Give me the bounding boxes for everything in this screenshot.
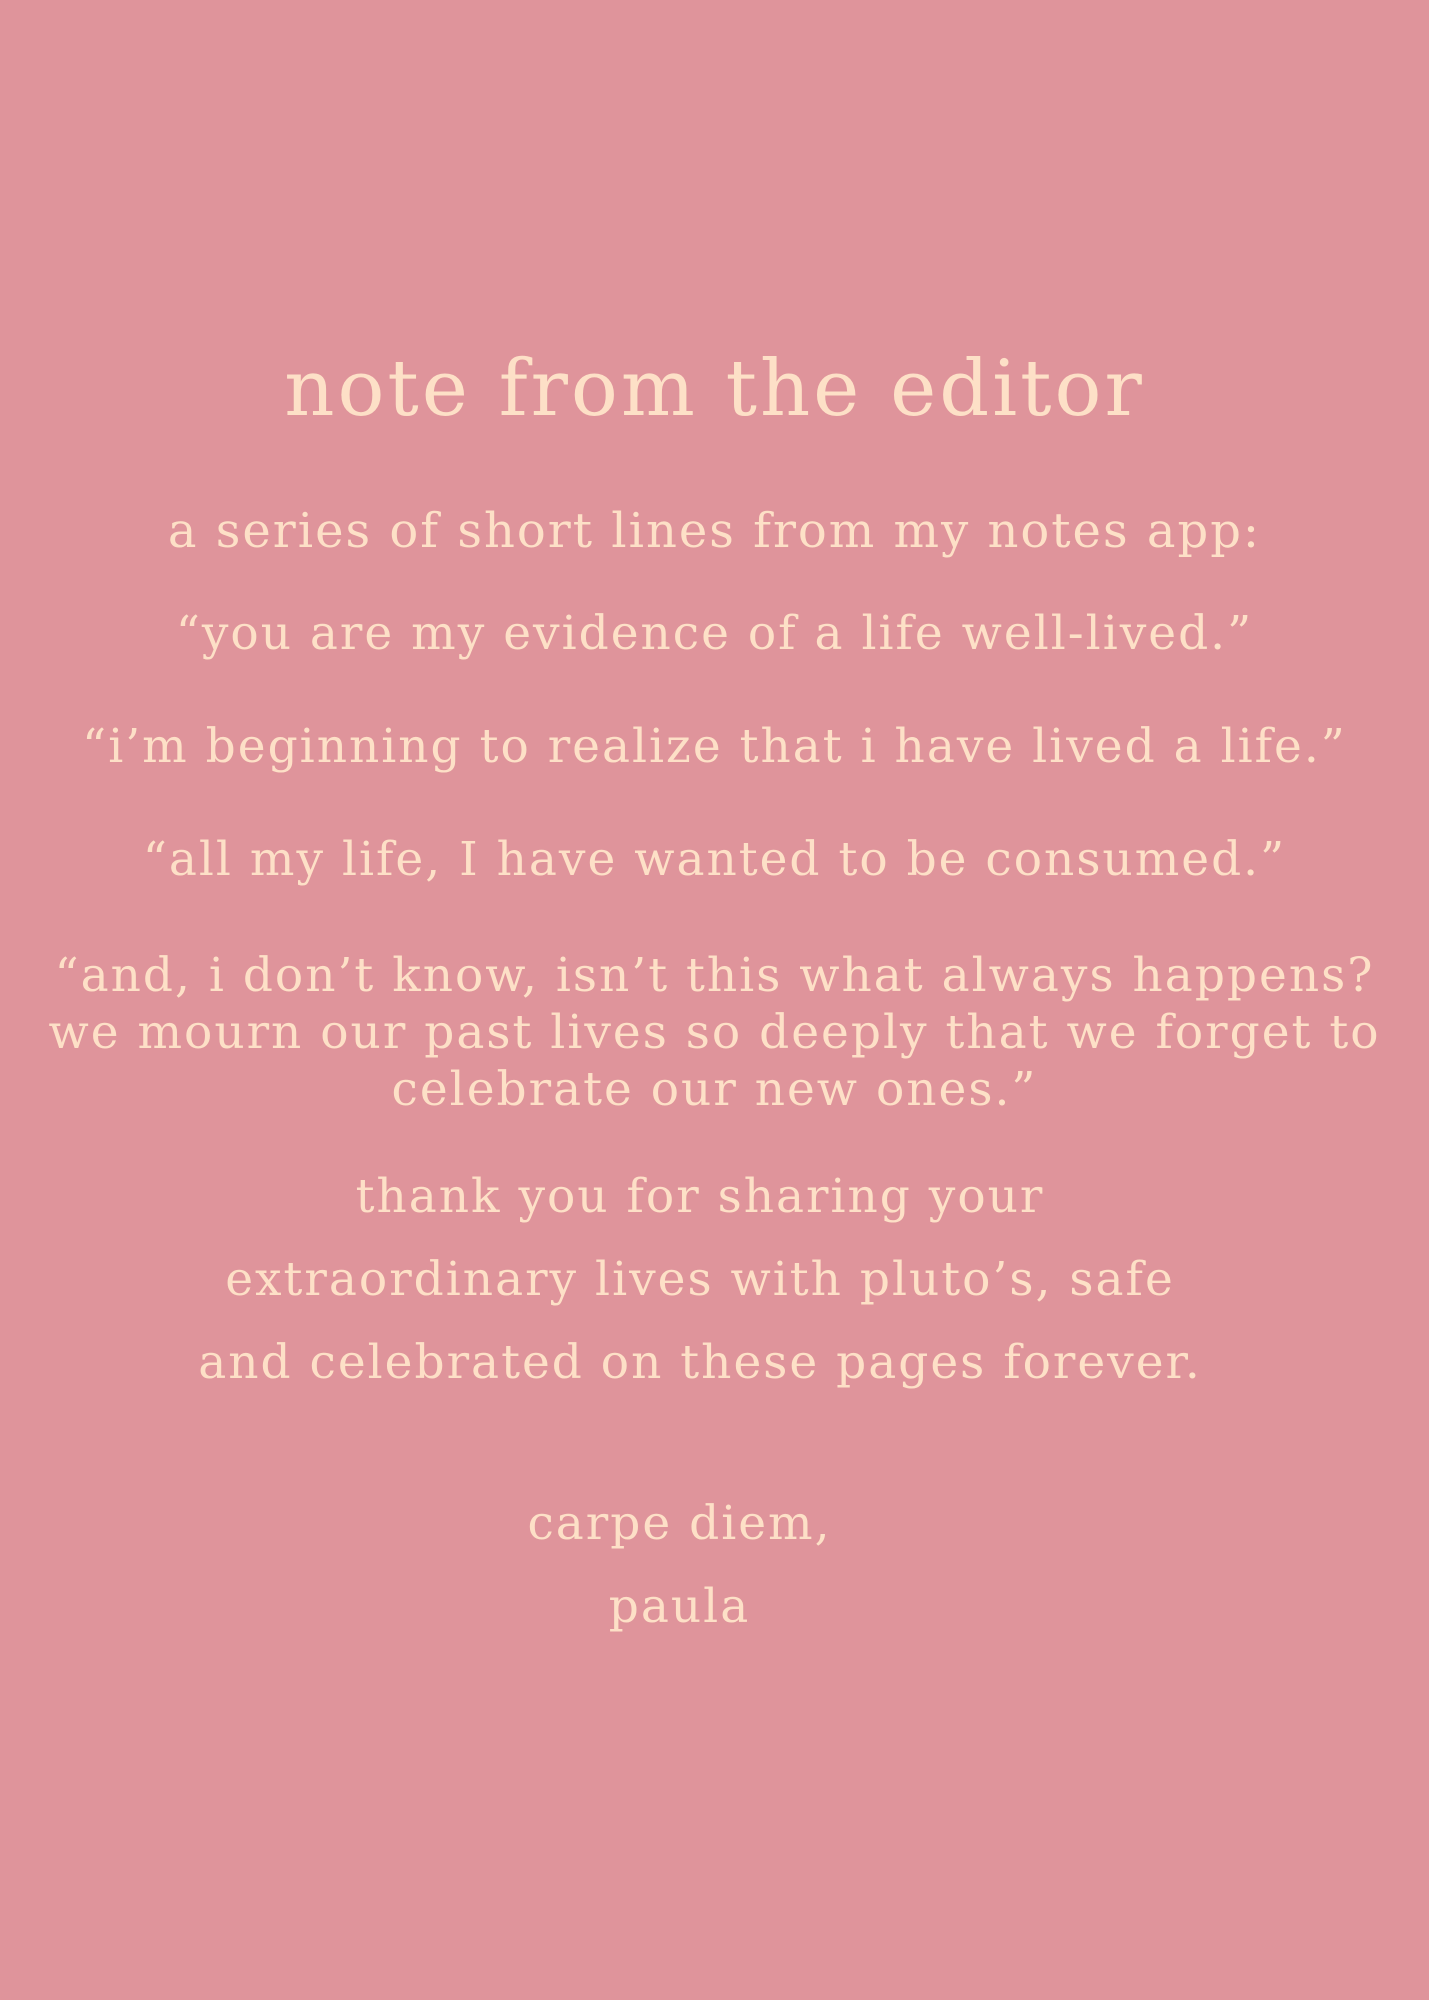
quote-4: “and, i don’t know, isn’t this what always happens? we mourn our past lives so deeply that we forget to celebrate our new ones.” [48, 948, 1381, 1117]
page-title: note from the editor [284, 344, 1145, 434]
quote-2: “i’m beginning to realize that i have lived a life.” [82, 719, 1347, 774]
intro-line: a series of short lines from my notes app: [167, 503, 1262, 559]
thank-you-paragraph: thank you for sharing your extraordinary lives with pluto’s, safe and celebrated on these pages forever. [198, 1169, 1202, 1390]
quote-3: “all my life, I have wanted to be consumed.” [142, 832, 1287, 887]
quote-1: “you are my evidence of a life well-lived.” [175, 606, 1254, 661]
signature: paula [608, 1579, 751, 1634]
closing-line: carpe diem, [527, 1496, 832, 1551]
